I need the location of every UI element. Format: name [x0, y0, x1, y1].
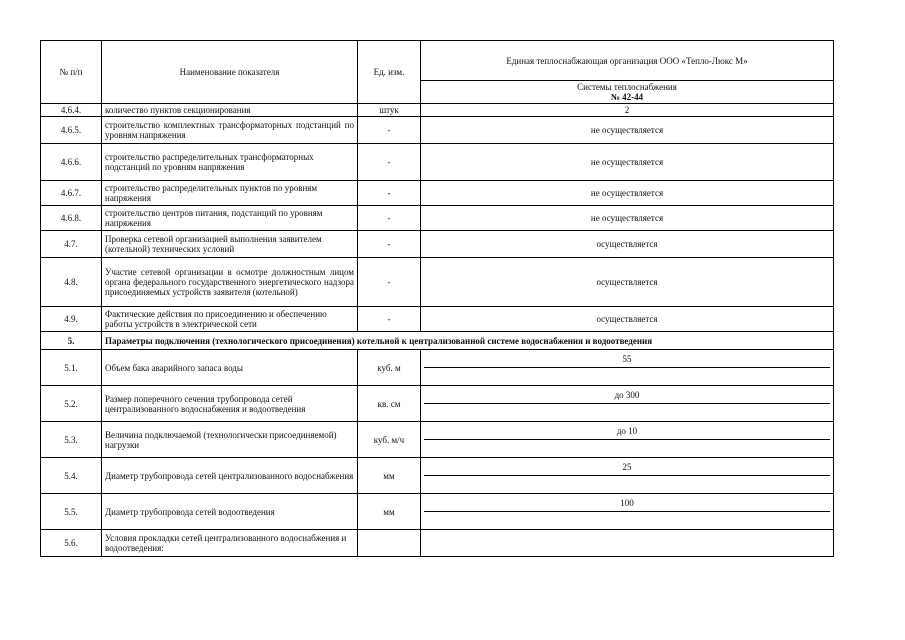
header-systems [421, 81, 834, 104]
row-value: осуществляется [421, 258, 834, 307]
table-row [41, 386, 834, 422]
row-unit: - [358, 181, 421, 206]
row-value [421, 386, 834, 422]
row-num: 5.2. [41, 386, 102, 422]
value-cell-top: 25 [424, 459, 830, 476]
row-num: 4.6.5. [41, 117, 102, 144]
indicators-table [40, 40, 834, 557]
row-name: Проверка сетевой организацией выполнения заявителем (котельной) технических условий [102, 231, 358, 258]
row-value [421, 530, 834, 557]
table-row [41, 258, 834, 307]
row-unit: - [358, 206, 421, 231]
row-unit: мм [358, 494, 421, 530]
table-header-row [41, 41, 834, 81]
value-cell-bottom [424, 512, 830, 528]
row-value: не осуществляется [421, 181, 834, 206]
header-org: Единая теплоснабжающая организация ООО «Тепло-Люкс М» [421, 41, 834, 81]
row-unit [358, 530, 421, 557]
table-row [41, 104, 834, 117]
table-row [41, 530, 834, 557]
table-row [41, 117, 834, 144]
row-num: 5.5. [41, 494, 102, 530]
value-cell-bottom [424, 476, 830, 492]
table-row [41, 181, 834, 206]
row-num: 5.3. [41, 422, 102, 458]
row-value: 2 [421, 104, 834, 117]
row-value: не осуществляется [421, 144, 834, 181]
row-unit: штук [358, 104, 421, 117]
row-unit: мм [358, 458, 421, 494]
header-num: № п/п [41, 41, 102, 104]
row-value: осуществляется [421, 307, 834, 332]
row-unit: кв. см [358, 386, 421, 422]
row-unit: - [358, 144, 421, 181]
systems-number: № 42-44 [610, 92, 644, 102]
table-row [41, 350, 834, 386]
table-row [41, 307, 834, 332]
row-name: строительство комплектных трансформаторных подстанций по уровням напряжения [102, 117, 358, 144]
row-value: не осуществляется [421, 117, 834, 144]
row-unit: куб. м [358, 350, 421, 386]
value-cell-bottom [424, 404, 830, 420]
row-unit: - [358, 258, 421, 307]
row-name: Диаметр трубопровода сетей водоотведения [102, 494, 358, 530]
value-cell-top: 55 [424, 351, 830, 368]
row-unit: куб. м/ч [358, 422, 421, 458]
row-name: Объем бака аварийного запаса воды [102, 350, 358, 386]
row-value: не осуществляется [421, 206, 834, 231]
row-unit: - [358, 231, 421, 258]
row-num: 4.6.4. [41, 104, 102, 117]
row-num: 4.9. [41, 307, 102, 332]
row-value [421, 422, 834, 458]
table-row [41, 206, 834, 231]
table-row [41, 144, 834, 181]
table-row [41, 458, 834, 494]
row-num: 5.4. [41, 458, 102, 494]
table-row [41, 422, 834, 458]
row-name: строительство распределительных трансформаторных подстанций по уровням напряжения [102, 144, 358, 181]
header-name: Наименование показателя [102, 41, 358, 104]
row-num: 5.1. [41, 350, 102, 386]
row-num: 5.6. [41, 530, 102, 557]
value-cell-bottom [424, 368, 830, 384]
row-value [421, 494, 834, 530]
section-num: 5. [41, 332, 102, 350]
row-num: 4.6.6. [41, 144, 102, 181]
row-name: строительство распределительных пунктов по уровням напряжения [102, 181, 358, 206]
row-name: Участие сетевой организации в осмотре должностным лицом органа федерального государственного энергетического надзора присоединяемых устройств заявителя (котельной) [102, 258, 358, 307]
row-name: Величина подключаемой (технологически присоединяемой) нагрузки [102, 422, 358, 458]
row-name: строительство центров питания, подстанций по уровням напряжения [102, 206, 358, 231]
row-name: Фактические действия по присоединению и обеспечению работы устройств в электрической сети [102, 307, 358, 332]
row-unit: - [358, 307, 421, 332]
row-num: 4.7. [41, 231, 102, 258]
header-unit: Ед. изм. [358, 41, 421, 104]
section-title: Параметры подключения (технологического присоединения) котельной к централизованной системе водоснабжения и водоотведения [102, 332, 834, 350]
systems-label: Системы теплоснабжения [577, 82, 677, 92]
value-cell-top: до 300 [424, 387, 830, 404]
table-row [41, 494, 834, 530]
value-cell-bottom [424, 440, 830, 456]
row-name: Диаметр трубопровода сетей централизованного водоснабжения [102, 458, 358, 494]
row-num: 4.6.7. [41, 181, 102, 206]
row-value: осуществляется [421, 231, 834, 258]
row-value [421, 458, 834, 494]
row-unit: - [358, 117, 421, 144]
row-name: количество пунктов секционирования [102, 104, 358, 117]
row-name: Условия прокладки сетей централизованного водоснабжения и водоотведения: [102, 530, 358, 557]
row-value [421, 350, 834, 386]
row-num: 4.8. [41, 258, 102, 307]
row-num: 4.6.8. [41, 206, 102, 231]
value-cell-top: до 10 [424, 423, 830, 440]
row-name: Размер поперечного сечения трубопровода сетей централизованного водоснабжения и водоотведения [102, 386, 358, 422]
value-cell-top: 100 [424, 495, 830, 512]
table-row [41, 231, 834, 258]
section-row [41, 332, 834, 350]
